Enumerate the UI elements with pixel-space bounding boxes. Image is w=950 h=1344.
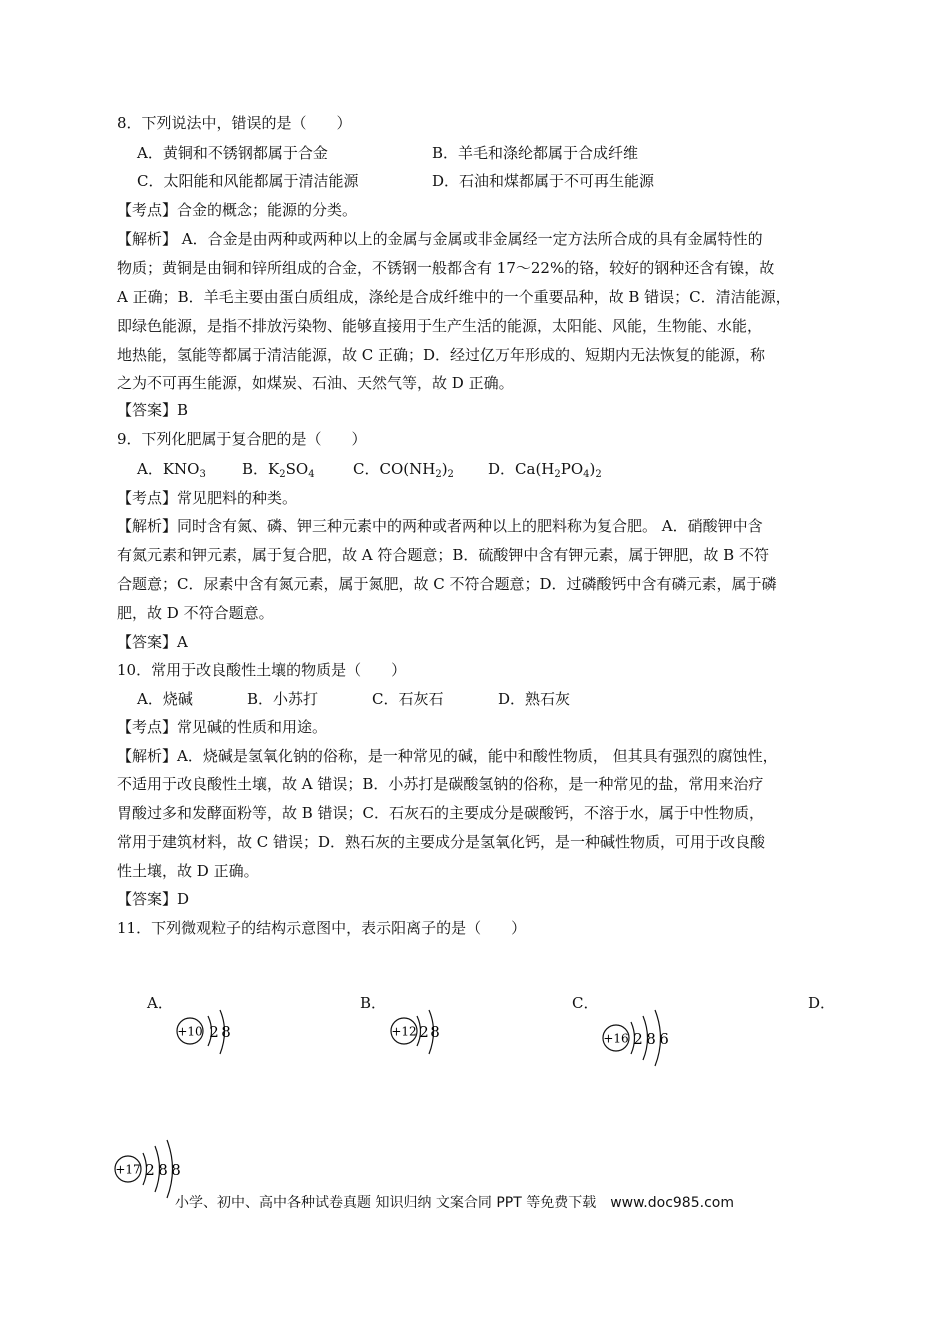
q10-jiexi-line: 常用于建筑材料，故 C 错误；D．熟石灰的主要成分是氢氧化钙，是一种碱性物质，可用于改良酸 [117, 833, 766, 851]
shell-electrons: 2 [145, 1161, 155, 1179]
q9-jiexi-line: 【解析】同时含有氮、磷、钾三种元素中的两种或者两种以上的肥料称为复合肥。 A．硝酸钾中含 [117, 517, 763, 535]
q9-jiexi-line: 肥，故 D 不符合题意。 [117, 604, 274, 622]
q11-option-a-label: A． [147, 994, 173, 1012]
page-footer: 小学、初中、高中各种试卷真题 知识归纳 文案合同 PPT 等免费下载 www.doc985.com [175, 1195, 734, 1211]
q8-stem: 8．下列说法中，错误的是（ ） [117, 114, 352, 132]
q10-option-b: B．小苏打 [247, 690, 319, 708]
q8-jiexi-line: 地热能，氢能等都属于清洁能源，故 C 正确；D．经过亿万年形成的、短期内无法恢复的能源，称 [117, 346, 766, 364]
q8-option-c: C．太阳能和风能都属于清洁能源 [137, 172, 359, 190]
atom-structure-diagram-b [388, 1010, 458, 1060]
q10-option-c: C．石灰石 [372, 690, 444, 708]
nucleus-charge: +12 [391, 1024, 417, 1039]
q9-answer: 【答案】A [117, 633, 188, 651]
atom-structure-diagram-d [112, 1138, 202, 1198]
q8-option-a: A．黄铜和不锈钢都属于合金 [137, 144, 328, 162]
shell-electrons: 8 [646, 1030, 656, 1048]
shell-electrons: 8 [171, 1161, 181, 1179]
q10-stem: 10．常用于改良酸性土壤的物质是（ ） [117, 661, 407, 679]
nucleus-charge: +16 [603, 1031, 629, 1046]
shell-electrons: 2 [633, 1030, 643, 1048]
q8-jiexi-line: A 正确；B．羊毛主要由蛋白质组成，涤纶是合成纤维中的一个重要品种，故 B 错误；C．清洁能源， [117, 288, 791, 306]
q10-jiexi-line: 【解析】A．烧碱是氢氧化钠的俗称，是一种常见的碱，能中和酸性物质， 但其具有强烈的腐蚀性， [117, 747, 778, 765]
nucleus-charge: +17 [115, 1162, 141, 1177]
shell-electrons: 2 [209, 1023, 219, 1041]
q8-kaodian: 【考点】合金的概念；能源的分类。 [117, 201, 358, 219]
q9-jiexi-line: 合题意；C．尿素中含有氮元素，属于氮肥，故 C 不符合题意；D．过磷酸钙中含有磷元素，属于磷 [117, 575, 777, 593]
q10-answer: 【答案】D [117, 890, 190, 908]
q10-jiexi-line: 不适用于改良酸性土壤，故 A 错误；B．小苏打是碳酸氢钠的俗称，是一种常见的盐，常用来治疗 [117, 775, 764, 793]
q8-jiexi-line: 物质；黄铜是由铜和锌所组成的合金，不锈钢一般都含有 17～22%的铬，较好的钢种还含有镍，故 [117, 259, 775, 277]
shell-electrons: 2 [419, 1023, 429, 1041]
q11-option-d-label: D． [808, 994, 836, 1012]
q10-kaodian: 【考点】常见碱的性质和用途。 [117, 718, 328, 736]
atom-structure-diagram-a [174, 1010, 244, 1060]
q9-option-a: A．$KNO_3$ [137, 460, 206, 480]
shell-electrons: 6 [659, 1030, 669, 1048]
q8-jiexi-line: 【解析】 A．合金是由两种或两种以上的金属与金属或非金属经一定方法所合成的具有金属特性的 [117, 230, 763, 248]
q10-jiexi-line: 胃酸过多和发酵面粉等，故 B 错误；C．石灰石的主要成分是碳酸钙，不溶于水，属于中性物质， [117, 804, 765, 822]
q10-jiexi-line: 性土壤，故 D 正确。 [117, 862, 259, 880]
q9-option-b: B．$K_2SO_4$ [242, 460, 315, 480]
q8-jiexi-line: 之为不可再生能源，如煤炭、石油、天然气等，故 D 正确。 [117, 374, 514, 392]
shell-electrons: 8 [430, 1023, 440, 1041]
q11-option-c-label: C． [572, 994, 599, 1012]
shell-electrons: 8 [221, 1023, 231, 1041]
q11-stem: 11．下列微观粒子的结构示意图中，表示阳离子的是（ ） [117, 919, 527, 937]
q8-option-b: B．羊毛和涤纶都属于合成纤维 [432, 144, 639, 162]
q9-jiexi-line: 有氮元素和钾元素，属于复合肥，故 A 符合题意；B．硫酸钾中含有钾元素，属于钾肥，故 B 不符 [117, 546, 769, 564]
q8-option-d: D．石油和煤都属于不可再生能源 [432, 172, 655, 190]
q8-answer: 【答案】B [117, 401, 189, 419]
q8-jiexi-line: 即绿色能源，是指不排放污染物、能够直接用于生产生活的能源，太阳能、风能，生物能、水能， [117, 317, 763, 335]
q9-option-c: C．$CO(NH_2)_2$ [353, 460, 454, 480]
q9-stem: 9．下列化肥属于复合肥的是（ ） [117, 430, 367, 448]
shell-electrons: 8 [158, 1161, 168, 1179]
q9-kaodian: 【考点】常见肥料的种类。 [117, 489, 298, 507]
q11-option-b-label: B． [360, 994, 387, 1012]
q9-option-d: D．$Ca(H_2PO_4)_2$ [488, 460, 602, 480]
q10-option-a: A．烧碱 [137, 690, 193, 708]
nucleus-charge: +10 [177, 1024, 203, 1039]
q10-option-d: D．熟石灰 [498, 690, 571, 708]
atom-structure-diagram-c [600, 1010, 690, 1070]
